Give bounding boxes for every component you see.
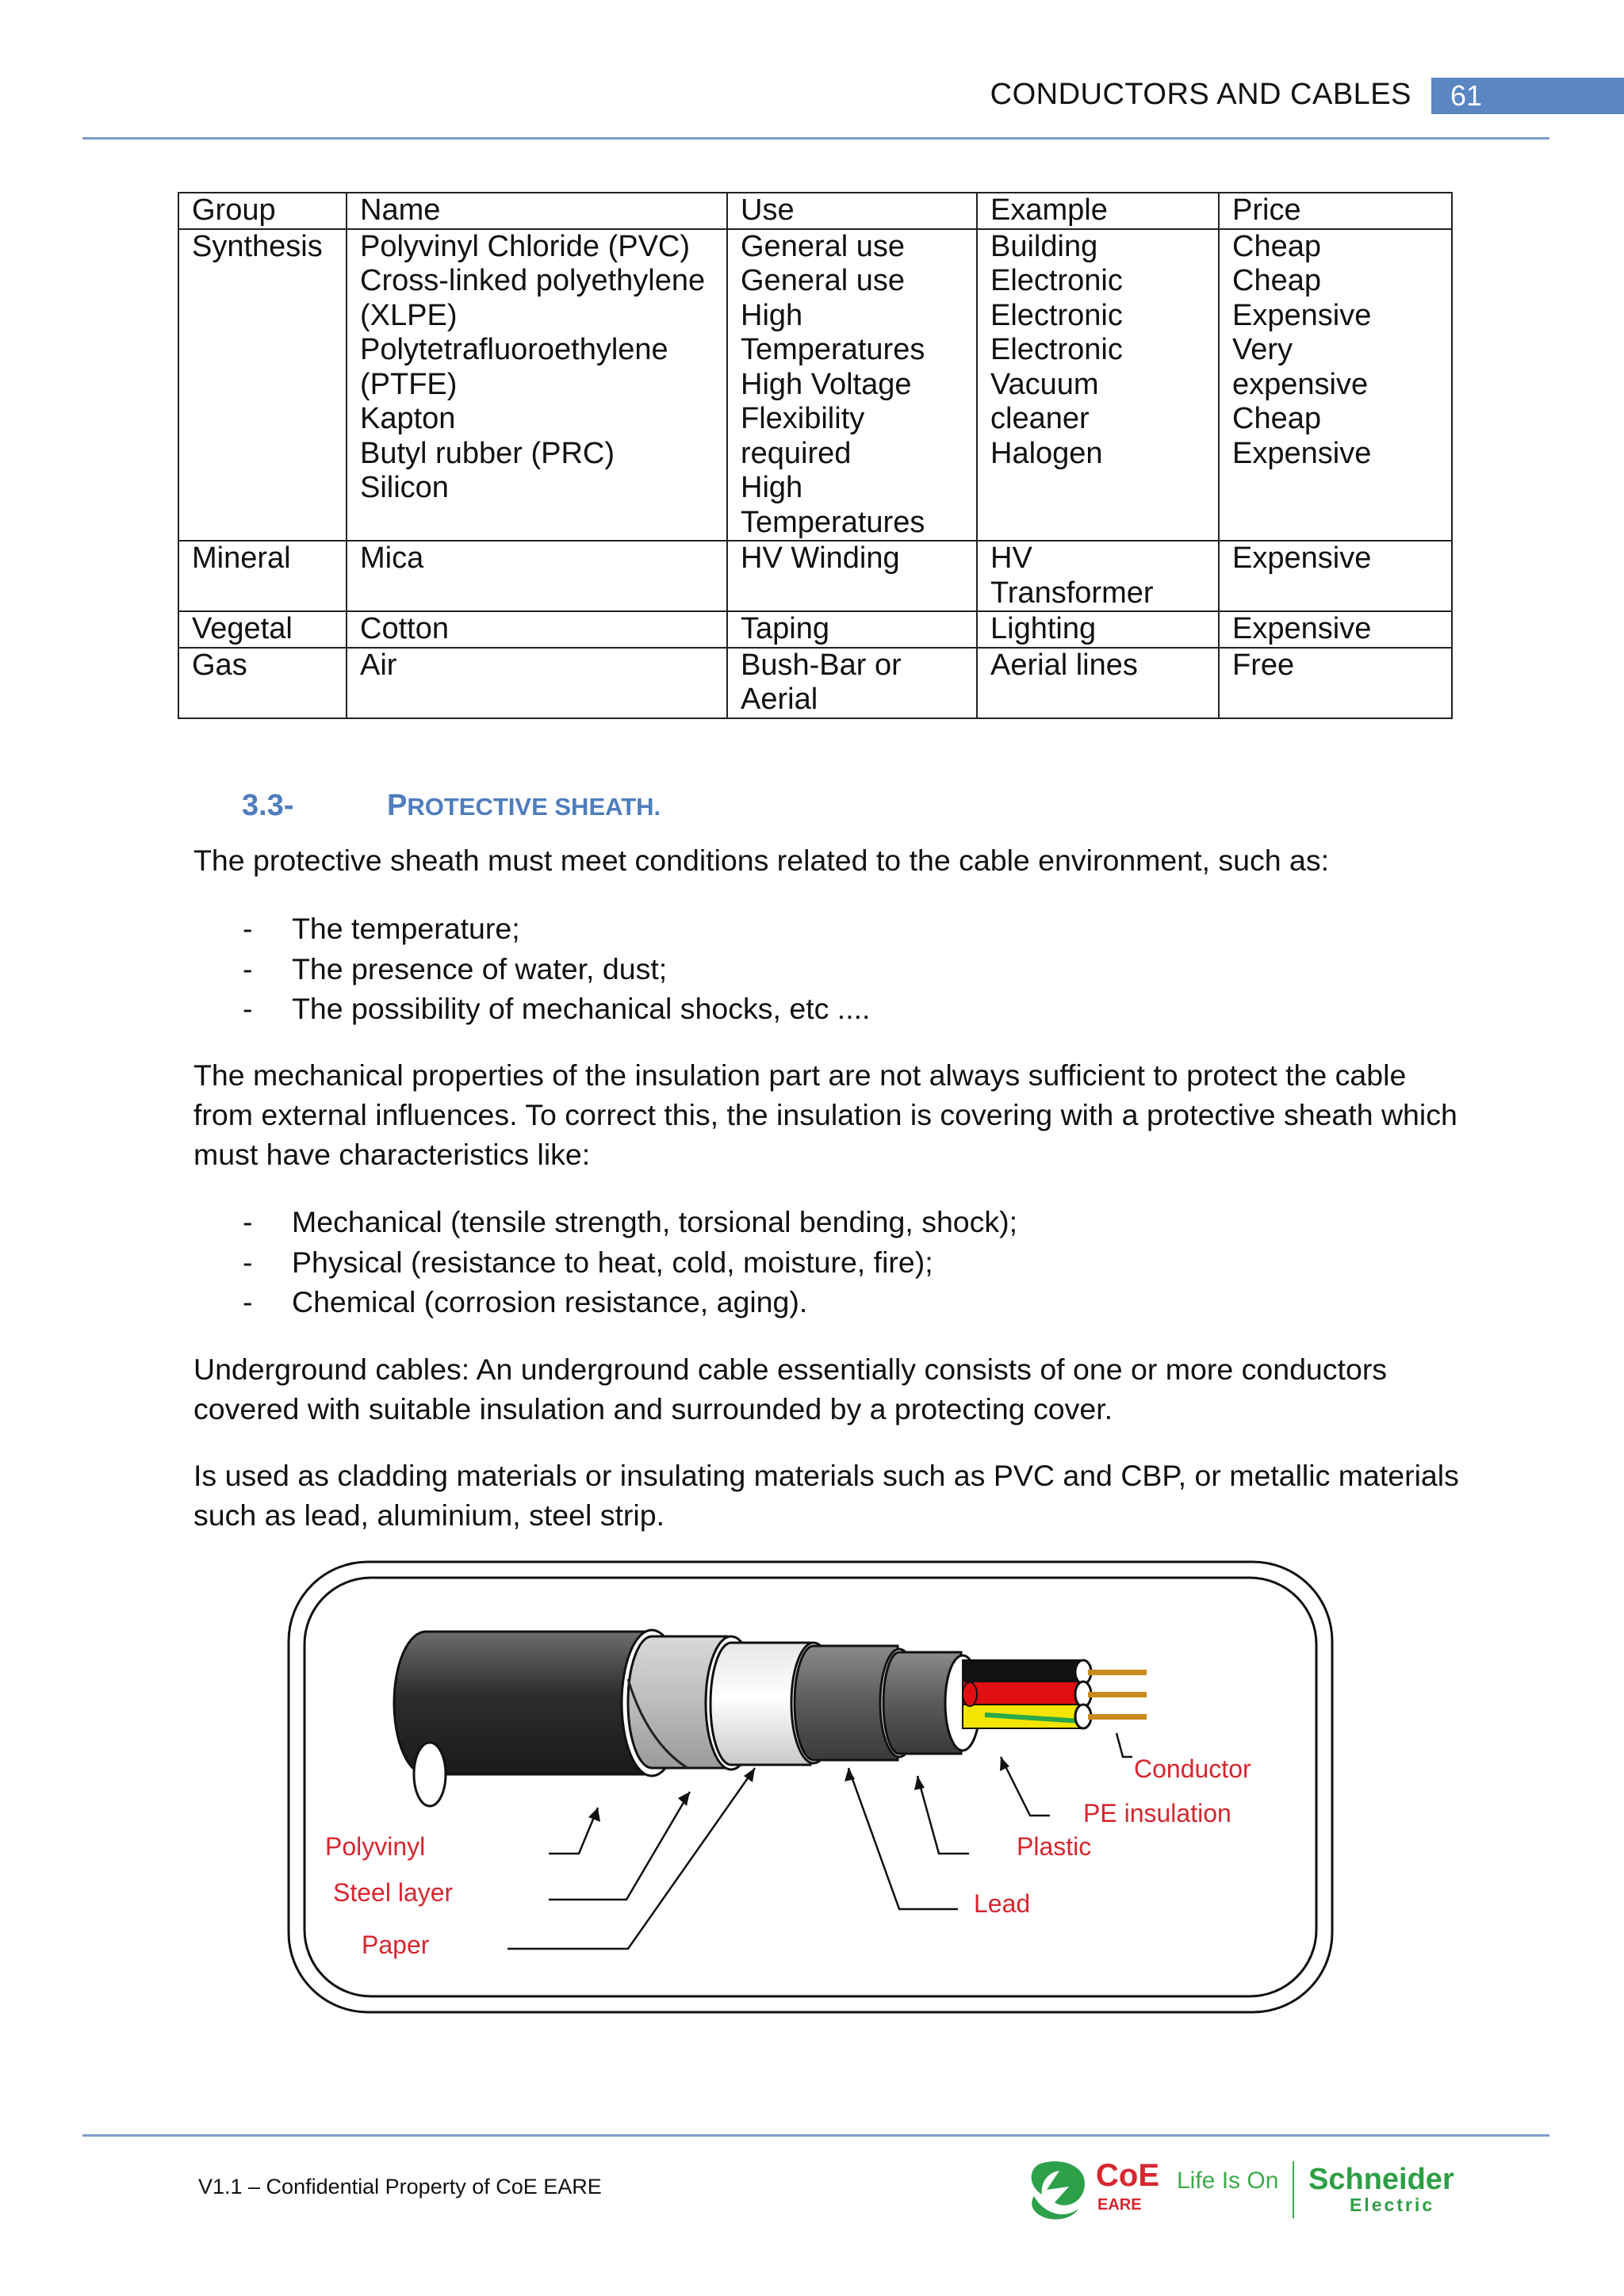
- outer-sheath-end: [414, 1743, 446, 1806]
- cell-use: [727, 611, 977, 648]
- cell-name: [347, 611, 727, 648]
- section-title-rest: ROTECTIVE SHEATH.: [407, 793, 661, 821]
- cell-line: Very: [1232, 333, 1293, 366]
- cell-line: HV Winding: [741, 541, 900, 575]
- header-group: Group: [178, 193, 347, 229]
- header-example: Example: [977, 193, 1219, 229]
- cell-line: Cheap: [1232, 402, 1321, 435]
- paragraph-cladding: Is used as cladding materials or insulating materials such as PVC and CBP, or metallic materials such as lead, aluminium, steel strip.: [193, 1459, 1459, 1532]
- header-price: Price: [1219, 193, 1452, 229]
- label-polyvinyl: Polyvinyl: [325, 1832, 426, 1861]
- cell-line: Cross-linked polyethylene: [360, 264, 706, 297]
- cell-price: [1219, 229, 1452, 541]
- cell-line: Flexibility: [741, 402, 865, 435]
- cell-line: High Voltage: [741, 367, 912, 401]
- bullet-list-characteristics: [193, 1202, 1017, 1322]
- cell-line: Taping: [741, 612, 829, 645]
- cell-line: Gas: [192, 648, 247, 682]
- list-item: - Physical (resistance to heat, cold, moisture, fire);: [193, 1242, 1017, 1283]
- page-number: 61: [1431, 78, 1624, 114]
- cell-line: Polyvinyl Chloride (PVC): [360, 229, 691, 263]
- label-steel-layer: Steel layer: [333, 1878, 454, 1907]
- cell-line: General use: [741, 264, 906, 297]
- cell-line: Mineral: [192, 541, 291, 575]
- cell-line: Cheap: [1232, 229, 1321, 263]
- cable-cross-section-figure: [287, 1560, 1334, 2014]
- table-row: [178, 541, 1452, 611]
- cell-line: Building: [990, 229, 1098, 263]
- running-header-title: CONDUCTORS AND CABLES: [990, 78, 1411, 111]
- conductor-wire-3: [1088, 1714, 1147, 1720]
- cell-line: Synthesis: [192, 229, 323, 263]
- header-rule: [82, 137, 1549, 140]
- cell-line: required: [741, 436, 852, 470]
- cell-line: Electronic: [990, 298, 1123, 332]
- eare-logo-text: EARE: [1097, 2196, 1142, 2214]
- cell-line: Mica: [360, 541, 424, 575]
- cell-line: Halogen: [990, 436, 1103, 470]
- cell-line: HV: [990, 541, 1032, 575]
- cell-line: Aerial lines: [990, 648, 1138, 682]
- cell-line: Expensive: [1232, 612, 1372, 645]
- cell-line: Transformer: [990, 576, 1154, 610]
- cell-line: Cotton: [360, 612, 449, 645]
- cell-example: [977, 541, 1219, 611]
- section-title-initial: P: [387, 789, 408, 822]
- core-red-face: [963, 1682, 977, 1706]
- bullet-list-environment: [193, 909, 870, 1029]
- list-item: - The presence of water, dust;: [193, 949, 870, 989]
- cell-line: Kapton: [360, 402, 456, 435]
- cell-line: Temperatures: [741, 333, 925, 366]
- cell-name: [347, 229, 727, 541]
- cell-line: (XLPE): [360, 298, 458, 332]
- conductor-wire-1: [1088, 1670, 1147, 1675]
- cell-line: Aerial: [741, 683, 818, 716]
- cell-line: Expensive: [1232, 541, 1372, 575]
- schneider-logo-text: Schneider: [1308, 2163, 1454, 2196]
- header-name: Name: [347, 193, 727, 229]
- cell-line: Air: [360, 648, 397, 682]
- label-pe-insulation: PE insulation: [1083, 1799, 1231, 1827]
- list-item: - The possibility of mechanical shocks, etc ....: [193, 989, 870, 1029]
- cell-line: High: [741, 298, 803, 332]
- cell-example: [977, 611, 1219, 648]
- electric-logo-text: Electric: [1350, 2195, 1435, 2215]
- cell-line: Polytetrafluoroethylene: [360, 333, 668, 366]
- footer-confidential-text: V1.1 – Confidential Property of CoE EARE: [198, 2175, 602, 2198]
- label-lead: Lead: [974, 1889, 1031, 1918]
- cell-example: [977, 648, 1219, 718]
- cell-line: Butyl rubber (PRC): [360, 436, 615, 470]
- cell-line: Silicon: [360, 471, 449, 504]
- cell-line: Expensive: [1232, 298, 1372, 332]
- coe-swirl-logo-icon: [1023, 2155, 1091, 2223]
- cell-price: [1219, 648, 1452, 718]
- header-use: Use: [727, 193, 977, 229]
- cell-use: [727, 648, 977, 718]
- section-title: [387, 789, 661, 823]
- cell-use: [727, 541, 977, 611]
- cell-line: (PTFE): [360, 367, 458, 401]
- life-is-on-tagline: Life Is On: [1177, 2168, 1279, 2194]
- cell-line: Electronic: [990, 264, 1123, 297]
- paragraph-intro: The protective sheath must meet conditions related to the cable environment, such as:: [193, 844, 1330, 877]
- logo-separator: [1293, 2161, 1294, 2218]
- label-paper: Paper: [362, 1931, 430, 1959]
- cell-line: Vacuum: [990, 367, 1099, 401]
- conductor-wire-2: [1088, 1692, 1147, 1697]
- list-item: - Chemical (corrosion resistance, aging).: [193, 1282, 1017, 1322]
- cell-line: Cheap: [1232, 264, 1321, 297]
- label-conductor: Conductor: [1134, 1755, 1251, 1783]
- paragraph-mechanical: The mechanical properties of the insulation part are not always sufficient to protect the cable from external influences. To correct this, the insulation is covering with a protective sheath which must have characteristics like:: [193, 1058, 1457, 1171]
- coe-logo-text: CoE: [1096, 2158, 1159, 2193]
- footer-rule: [82, 2134, 1549, 2137]
- section-number: 3.3-: [242, 789, 294, 822]
- cell-line: cleaner: [990, 402, 1090, 435]
- cell-line: Lighting: [990, 612, 1097, 645]
- cell-line: Bush-Bar or: [741, 648, 902, 682]
- cell-name: [347, 541, 727, 611]
- insulation-materials-table: [178, 192, 1453, 719]
- label-plastic: Plastic: [1017, 1832, 1092, 1861]
- list-item: - Mechanical (tensile strength, torsional bending, shock);: [193, 1202, 1017, 1242]
- cell-line: General use: [741, 229, 906, 263]
- core-black: [963, 1660, 1082, 1684]
- cell-group: [178, 229, 347, 541]
- cell-line: Expensive: [1232, 436, 1372, 470]
- cell-example: [977, 229, 1219, 541]
- cell-price: [1219, 541, 1452, 611]
- cell-name: [347, 648, 727, 718]
- cell-line: expensive: [1232, 367, 1369, 401]
- list-item: - The temperature;: [193, 909, 870, 949]
- cell-line: Vegetal: [192, 612, 293, 645]
- cell-use: [727, 229, 977, 541]
- cell-group: [178, 648, 347, 718]
- paragraph-underground: Underground cables: An underground cable essentially consists of one or more conductors covered with suitable insulation and surrounded by a protecting cover.: [193, 1353, 1388, 1425]
- cell-line: Free: [1232, 648, 1295, 682]
- core-red: [963, 1682, 1082, 1707]
- cell-group: [178, 611, 347, 648]
- table-row: [178, 648, 1452, 718]
- cell-price: [1219, 611, 1452, 648]
- cell-line: High: [741, 471, 803, 504]
- table-row: [178, 229, 1452, 541]
- table-header-row: [178, 193, 1452, 229]
- cell-line: Temperatures: [741, 505, 925, 539]
- cell-group: [178, 541, 347, 611]
- table-row: [178, 611, 1452, 648]
- cell-line: Electronic: [990, 333, 1123, 366]
